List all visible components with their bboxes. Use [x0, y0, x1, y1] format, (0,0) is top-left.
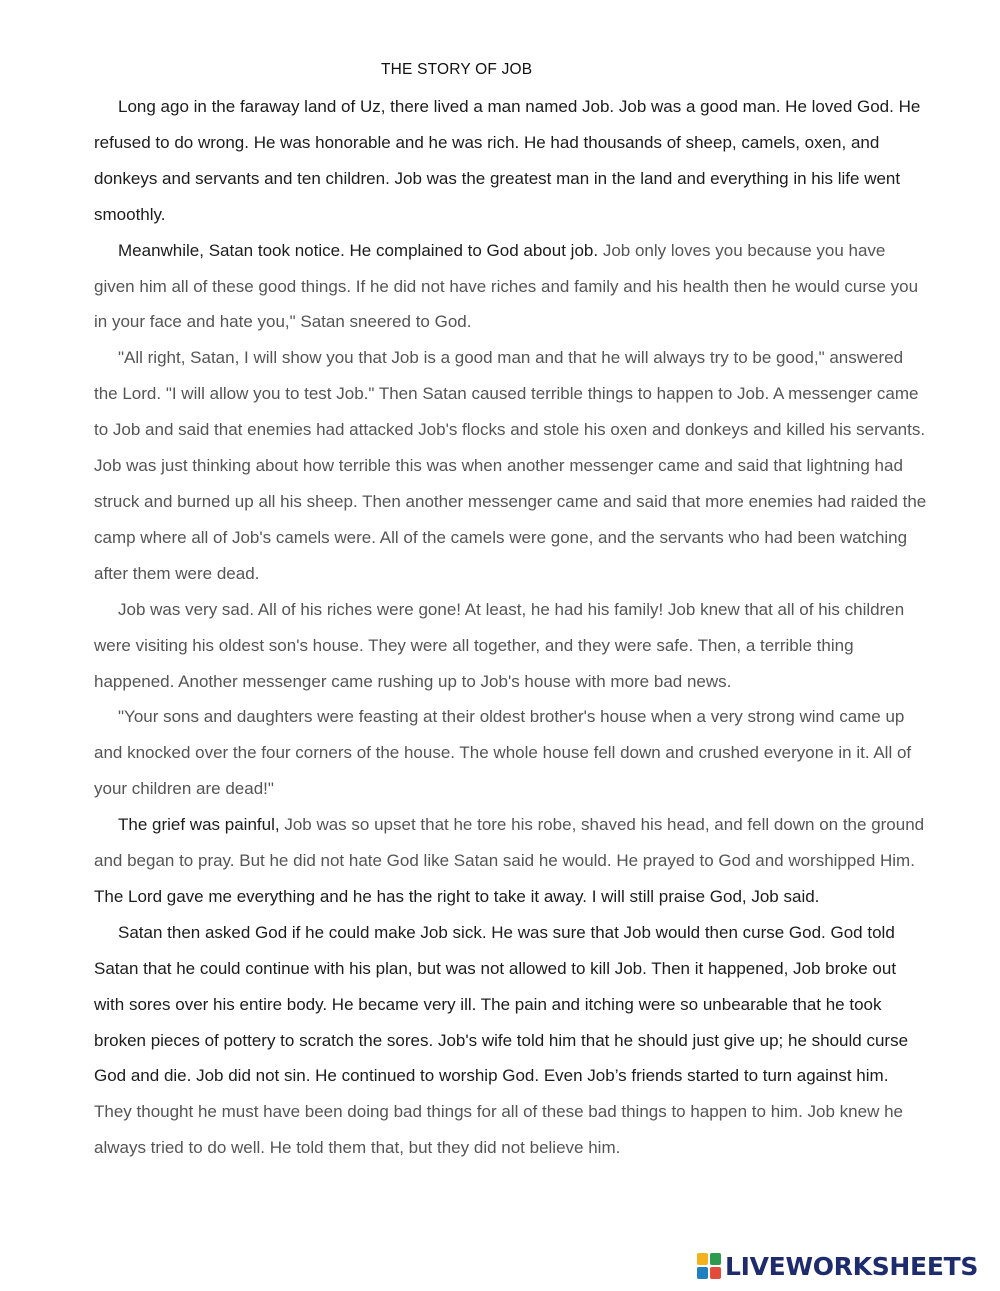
paragraph-text: Job was very sad. All of his riches were gone! At least, he had his family! Job knew that all of his children were visiting his oldest son's house. They were all together, and they were safe. Then, a terrible thing happened. Another messenger came rushing up to Job's house with more bad news.: [94, 599, 905, 691]
paragraph-text: Meanwhile, Satan took notice. He complained to God about job.: [118, 240, 603, 260]
paragraph: [94, 340, 930, 591]
paragraph-text: Job only loves you because you have given him all of these good things. If he did not have riches and family and his health then he would curse you in your face and hate you," Satan sneered to God.: [94, 240, 919, 332]
page-title: THE STORY OF JOB: [381, 61, 533, 78]
liveworksheets-logo[interactable]: [697, 1253, 978, 1279]
paragraph-text: Long ago in the faraway land of Uz, there lived a man named Job. Job was a good man. He loved God. He refused to do wrong. He was honorable and he was rich. He had thousands of sheep, camels, oxen, and donkeys and servants and ten children. Job was the greatest man in the land and everything in his life went smoothly.: [94, 97, 921, 224]
paragraph: [94, 699, 930, 807]
paragraph-text: "All right, Satan, I will show you that Job is a good man and that he will always try to be good," answered the Lord. "I will allow you to test Job." Then Satan caused terrible things to happen to Job. A messenger came to Job and said that enemies had attacked Job's flocks and stole his oxen and donkeys and killed his servants. Job was just thinking about how terrible this was when another messenger came and said that lightning had struck and burned up all his sheep. Then another messenger came and said that more enemies had raided the camp where all of Job's camels were. All of the camels were gone, and the servants who had been watching after them were dead.: [94, 348, 927, 583]
liveworksheets-logo-icon: [697, 1253, 721, 1279]
paragraph: [94, 233, 930, 341]
liveworksheets-wordmark: LIVEWORKSHEETS: [725, 1251, 979, 1281]
paragraph: [94, 592, 930, 700]
paragraph: [94, 89, 930, 233]
paragraph-text: Satan then asked God if he could make Job sick. He was sure that Job would then curse God. God told Satan that he could continue with his plan, but was not allowed to kill Job. Then it happened, Job broke out with sores over his entire body. He became very ill. The pain and itching were so unbearable that he took broken pieces of pottery to scratch the sores. Job's wife told him that he should just give up; he should curse God and die. Job did not sin. He continued to worship God. Even Job’s friends started to turn against him.: [94, 922, 909, 1086]
paragraph-text: "Your sons and daughters were feasting at their oldest brother's house when a very strong wind came up and knocked over the four corners of the house. The whole house fell down and crushed everyone in it. All of your children are dead!": [94, 707, 912, 799]
paragraph: [94, 807, 930, 915]
paragraph-text: They thought he must have been doing bad things for all of these bad things to happen to him. Job knew he always tried to do well. He told them that, but they did not believe him.: [94, 1102, 903, 1158]
story-body: [94, 89, 930, 1166]
paragraph-text: The grief was painful,: [118, 815, 285, 835]
paragraph: [94, 915, 930, 1166]
paragraph-text: Job was so upset that he tore his robe, shaved his head, and fell down on the ground and began to pray. But he did not hate God like Satan said he would. He prayed to God and worshipped Him.: [94, 815, 925, 871]
paragraph-text: The Lord gave me everything and he has the right to take it away. I will still praise God, Job said.: [94, 886, 820, 906]
